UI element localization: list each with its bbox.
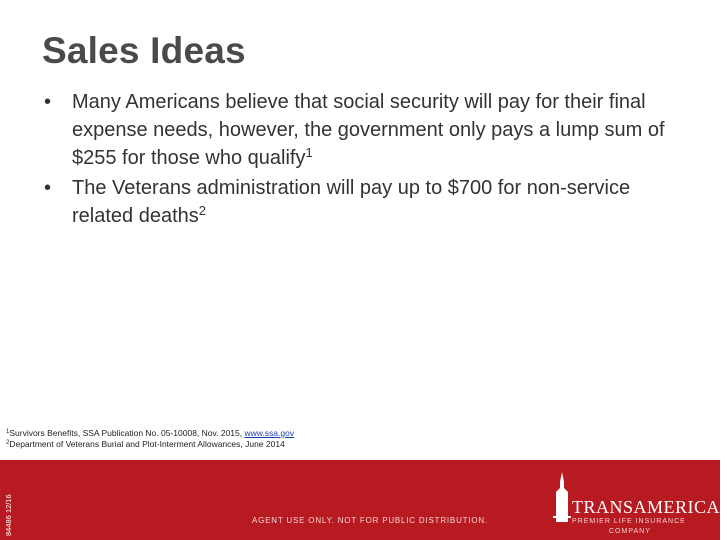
logo-name: TRANSAMERICA	[572, 497, 721, 517]
logo-registered-mark: ®	[720, 498, 727, 507]
disclaimer: AGENT USE ONLY. NOT FOR PUBLIC DISTRIBUTION.	[252, 516, 488, 525]
bullet-item	[44, 88, 694, 172]
logo-subtitle-1: PREMIER LIFE INSURANCE	[572, 518, 686, 525]
footnote-text: Department of Veterans Burial and Plot-Interment Allowances, June 2014	[9, 439, 285, 449]
bullet-marker: •	[44, 177, 52, 199]
logo-wordmark	[572, 497, 727, 518]
footnotes	[6, 428, 294, 450]
footnote-1	[6, 428, 294, 439]
side-code	[0, 460, 16, 540]
bullet-list	[44, 88, 694, 232]
slide-title: Sales Ideas	[42, 30, 246, 71]
footnote-number: 2	[6, 440, 10, 446]
logo-subtitle-2: COMPANY	[609, 528, 651, 535]
bullet-marker: •	[44, 91, 52, 113]
footnote-number: 1	[6, 429, 10, 435]
side-code-text: 84486 12/16	[4, 494, 13, 536]
bullet-text: Many Americans believe that social security will pay for their final expense needs, however, the government only pays a lump sum of $255 for those who qualify	[72, 91, 665, 169]
footnote-text: Survivors Benefits, SSA Publication No. 05-10008, Nov. 2015,	[9, 428, 245, 438]
footnote-ref: 2	[198, 203, 206, 218]
company-logo	[552, 472, 727, 536]
footnote-ref: 1	[305, 145, 313, 160]
pyramid-logo-icon	[552, 472, 572, 522]
footnote-2	[6, 439, 294, 450]
bullet-item	[44, 174, 694, 230]
ssa-link[interactable]: www.ssa.gov	[244, 428, 295, 438]
bullet-text: The Veterans administration will pay up to $700 for non-service related deaths	[72, 177, 631, 227]
